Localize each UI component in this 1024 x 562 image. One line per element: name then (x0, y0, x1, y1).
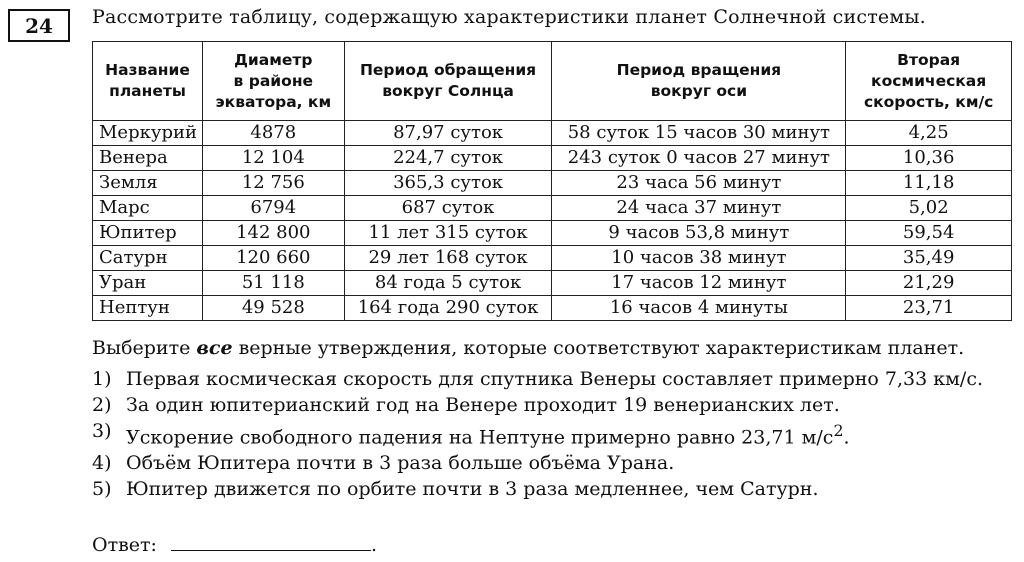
option-item (92, 450, 1010, 476)
cell-orbital-period: 84 года 5 суток (344, 271, 552, 296)
option-number: 2) (92, 394, 112, 416)
option-text: Первая космическая скорость для спутника Венеры составляет примерно 7,33 км/с. (126, 368, 983, 390)
cell-rotation-period: 58 суток 15 часов 30 минут (552, 121, 846, 146)
task-prompt: Выберите все верные утверждения, которые соответствуют характеристикам планет. (92, 337, 965, 359)
cell-orbital-period: 687 суток (344, 196, 552, 221)
cell-planet-name: Венера (93, 146, 203, 171)
table-row (93, 171, 1012, 196)
header-rotation-period: Период вращения вокруг оси (552, 42, 846, 121)
table-row (93, 271, 1012, 296)
table-row (93, 146, 1012, 171)
cell-orbital-period: 11 лет 315 суток (344, 221, 552, 246)
cell-escape-velocity: 59,54 (846, 221, 1012, 246)
option-text-wrap (126, 418, 1010, 450)
option-number: 4) (92, 452, 112, 475)
cell-rotation-period: 243 суток 0 часов 27 минут (552, 146, 846, 171)
table-row (93, 121, 1012, 146)
question-number-box (8, 9, 70, 42)
cell-rotation-period: 16 часов 4 минуты (552, 296, 846, 321)
cell-orbital-period: 224,7 суток (344, 146, 552, 171)
header-diameter: Диаметр в районе экватора, км (202, 42, 344, 121)
header-escape-velocity: Вторая космическая скорость, км/с (846, 42, 1012, 121)
cell-rotation-period: 9 часов 53,8 минут (552, 221, 846, 246)
intro-text: Рассмотрите таблицу, содержащую характеристики планет Солнечной системы. (92, 6, 926, 28)
option-item (92, 366, 1010, 392)
option-item (92, 392, 1010, 418)
question-number: 24 (25, 13, 53, 38)
cell-planet-name: Земля (93, 171, 203, 196)
cell-rotation-period: 10 часов 38 минут (552, 246, 846, 271)
header-orbital-period: Период обращения вокруг Солнца (344, 42, 552, 121)
option-number: 5) (92, 478, 112, 501)
option-number: 3) (92, 420, 112, 442)
cell-diameter: 12 104 (202, 146, 344, 171)
cell-orbital-period: 87,97 суток (344, 121, 552, 146)
answer-blank-line[interactable] (171, 532, 371, 551)
answer-row (92, 532, 377, 556)
cell-planet-name: Сатурн (93, 246, 203, 271)
option-item (92, 418, 1010, 450)
cell-diameter: 51 118 (202, 271, 344, 296)
table-row (93, 196, 1012, 221)
cell-planet-name: Уран (93, 271, 203, 296)
cell-escape-velocity: 35,49 (846, 246, 1012, 271)
answer-end: . (370, 534, 377, 556)
answer-label: Ответ: (92, 534, 157, 556)
table-header-row (93, 42, 1012, 121)
cell-diameter: 4878 (202, 121, 344, 146)
cell-escape-velocity: 4,25 (846, 121, 1012, 146)
cell-rotation-period: 24 часа 37 минут (552, 196, 846, 221)
cell-planet-name: Нептун (93, 296, 203, 321)
planets-table (92, 41, 1012, 321)
option-text: За один юпитерианский год на Венере проходит 19 венерианских лет. (126, 394, 840, 416)
cell-escape-velocity: 21,29 (846, 271, 1012, 296)
cell-orbital-period: 365,3 суток (344, 171, 552, 196)
cell-planet-name: Марс (93, 196, 203, 221)
cell-diameter: 49 528 (202, 296, 344, 321)
table-row (93, 221, 1012, 246)
emphasis-word: все (196, 337, 233, 359)
option-text: Ускорение свободного падения на Нептуне примерно равно 23,71 м/с (126, 426, 834, 449)
option-number: 1) (92, 368, 112, 390)
cell-diameter: 120 660 (202, 246, 344, 271)
header-planet-name: Название планеты (93, 42, 203, 121)
table-row (93, 296, 1012, 321)
option-superscript: 2 (833, 421, 844, 440)
cell-diameter: 6794 (202, 196, 344, 221)
option-item (92, 476, 1010, 502)
cell-diameter: 142 800 (202, 221, 344, 246)
option-text: Юпитер движется по орбите почти в 3 раза медленнее, чем Сатурн. (126, 478, 819, 501)
cell-escape-velocity: 11,18 (846, 171, 1012, 196)
options-list (92, 366, 1010, 502)
cell-escape-velocity: 5,02 (846, 196, 1012, 221)
table-row (93, 246, 1012, 271)
cell-orbital-period: 164 года 290 суток (344, 296, 552, 321)
cell-escape-velocity: 23,71 (846, 296, 1012, 321)
cell-escape-velocity: 10,36 (846, 146, 1012, 171)
cell-rotation-period: 17 часов 12 минут (552, 271, 846, 296)
option-tail: . (843, 426, 850, 449)
cell-planet-name: Меркурий (93, 121, 203, 146)
cell-rotation-period: 23 часа 56 минут (552, 171, 846, 196)
option-text: Объём Юпитера почти в 3 раза больше объёма Урана. (126, 452, 675, 475)
cell-diameter: 12 756 (202, 171, 344, 196)
cell-planet-name: Юпитер (93, 221, 203, 246)
cell-orbital-period: 29 лет 168 суток (344, 246, 552, 271)
